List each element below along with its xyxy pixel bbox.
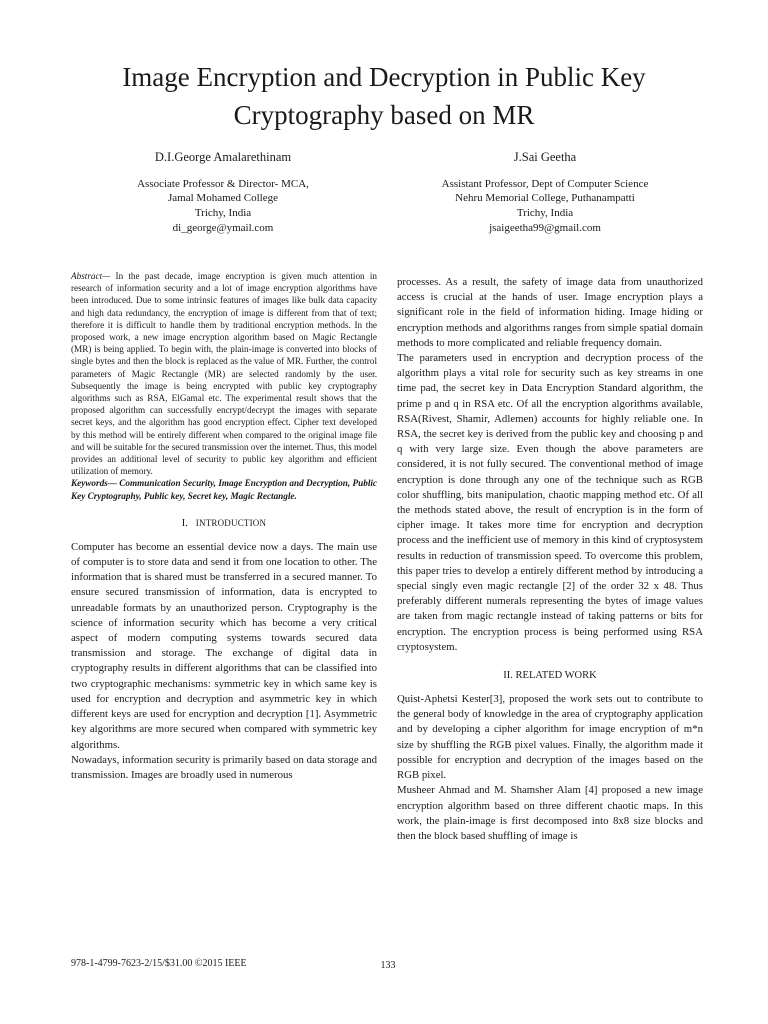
intro-paragraph-2: Nowadays, information security is primarily based on data storage and transmission. Images are broadly used in numerous — [71, 753, 377, 781]
right-paragraph-1: processes. As a result, the safety of image data from unauthorized access is crucial at the hands of user. Image encryption plays a significant role in the field of information hiding. Image hiding or encryption methods and algorithms ranges from simple spatial domain methods to more complicated and reliable frequency domain. — [397, 276, 703, 349]
left-column — [71, 270, 377, 783]
author-email: jsaigeetha99@gmail.com — [489, 221, 601, 234]
footer-isbn: 978-1-4799-7623-2/15/$31.00 ©2015 IEEE — [71, 958, 247, 969]
title-line-2: Cryptography based on MR — [233, 100, 535, 130]
related-paragraph-2: Musheer Ahmad and M. Shamsher Alam [4] proposed a new image encryption algorithm based on three different chaotic maps. In this work, the plain-image is first decomposed into 8x8 size blocks and then the block based shuffling of image is — [397, 784, 703, 842]
author-affiliation: Associate Professor & Director- MCA, — [137, 177, 309, 190]
author-location: Trichy, India — [194, 207, 252, 220]
right-paragraph-2: The parameters used in encryption and decryption process of the algorithm plays a vital role for security such as key streams in one time pad, the secret key in Data Encryption Standard algorithm, the prime p and q in RSA etc. Of all the encryption algorithms available, RSA(Rivest, Shamir, Adlemen) accounts for highly reliable one. In RSA, the secret key is derived from the public key and choosing p and q with very large size. Even though the above parameters are considered, it is not fully secured. The conventional method of image encryption is done through any one of the technique such as RGB color shuffling, bits manipulation, chaotic mapping method etc. Of all the methods stated above, the result of encryption is in the form of cipher image. It takes more time for encryption and decryption process and the inefficient use of memory in this kind of cryptosystem results in reduction of transmission speed. To overcome this problem, this paper tries to develop a entirely different method by introducing a special singly even magic rectangle [2] of the order 32 x 48. Thus preferably different numerals representing the bytes of image values are taken from magic rectangle instead of taking patterns or bits for encryption. The encryption process is being performed using RSA cryptosystem. — [397, 352, 703, 653]
abstract — [71, 270, 377, 477]
author-institution: Jamal Mohamed College — [168, 192, 278, 205]
right-column — [397, 275, 703, 844]
section-heading-related-work: II. RELATED WORK — [503, 670, 597, 682]
author-affiliation: Assistant Professor, Dept of Computer Science — [441, 177, 649, 190]
author-email: di_george@ymail.com — [172, 221, 274, 234]
title-line-1: Image Encryption and Decryption in Public Key — [122, 62, 646, 92]
author-location: Trichy, India — [516, 207, 574, 220]
keywords: Keywords— Communication Security, Image Encryption and Decryption, Public Key Cryptography, Public key, Secret key, Magic Rectangle. — [71, 478, 377, 501]
paper-title — [60, 58, 708, 134]
abstract-lead: Abstract— — [71, 271, 111, 281]
section-title: INTRODUCTION — [195, 517, 267, 528]
author-institution: Nehru Memorial College, Puthanampatti — [455, 192, 635, 205]
abstract-text: In the past decade, image encryption is given much attention in research of information security and a lot of image encryption algorithms have been introduced. Due to some intrinsic features of images like bulk data capacity and high data redundancy, the encryption of image is different from that of text; therefore it is difficult to handle them by traditional encryption methods. In the proposed work, a new image encryption algorithm based on Magic Rectangle (MR) is being applied. To begin with, the plain-image is converted into blocks of single bytes and then the block is replaced as the value of MR. Further, the control parameters of Magic Rectangle (MR) are selected randomly by the user. Subsequently the image is being encrypted with public key cryptography algorithms such as RSA, ElGamal etc. The experimental result shows that the proposed algorithm can successfully encrypt/decrypt the images with separate secret keys, and the algorithm has good encryption effect. Cipher text developed by this method will be entirely different when compared to the original image file and will be suitable for the secured transmission over the internet. Thus, this model provides an additional level of security to public key algorithm and efficient utilization of memory. — [71, 271, 377, 477]
author-block-1 — [58, 150, 388, 236]
related-paragraph-1: Quist-Aphetsi Kester[3], proposed the work sets out to contribute to the general body of knowledge in the area of cryptography application and by developing a cipher algorithm for image encryption of m*n size by shuffling the RGB pixel values. Finally, the algorithm made it possible for encryption and decryption of the images based on the RGB pixel. — [397, 693, 703, 782]
section-number: I. — [181, 517, 188, 529]
intro-paragraph-1: Computer has become an essential device now a days. The main use of computer is to store data and send it from one location to other. The information that is shared must be transferred in a secured manner. To ensure secured transmission of information, data is encrypted to unreadable formats by an unauthorized person. Cryptography is the science of information security which has become a very critical aspect of modern computing systems towards secured data transmission and storage. The exchange of digital data in cryptography results in different algorithms that can be classified into two cryptographic mechanisms: symmetric key in which same key is used for encryption and decryption and asymmetric key in which different keys are used for encryption and decryption [1]. Asymmetric key algorithms are more secured when compared with symmetric key algorithms. — [71, 540, 377, 751]
author-block-2 — [380, 150, 710, 236]
section-heading-introduction — [71, 516, 377, 531]
author-name: J.Sai Geetha — [513, 150, 577, 164]
author-name: D.I.George Amalarethinam — [154, 150, 292, 164]
page-number: 133 — [380, 960, 396, 971]
